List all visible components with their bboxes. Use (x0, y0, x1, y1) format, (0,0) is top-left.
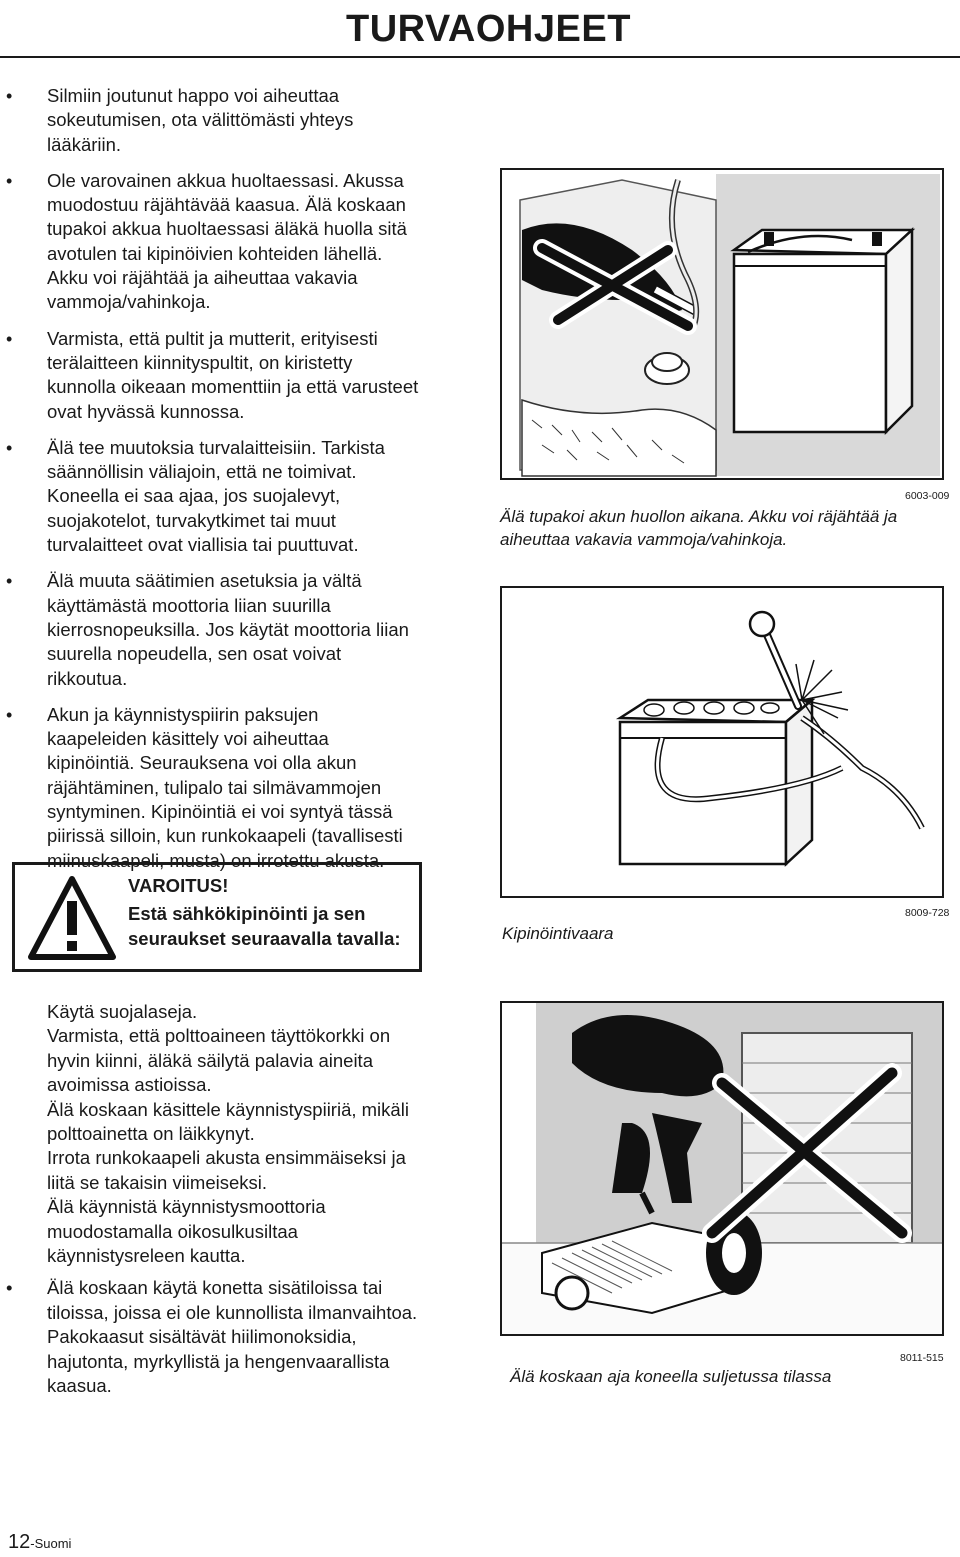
mower-garage-illustration (502, 1003, 942, 1334)
list-item: • Älä tee muutoksia turvalaitteisiin. Tarkista säännöllisin väliajoin, että ne toimivat. Koneella ei saa ajaa, jos suojalevyt, suojakotelot, turvakytkimet tai muut turvalaitteet ovat viallisia tai puuttuvat. (0, 436, 420, 557)
list-item: Käytä suojalaseja. (47, 1001, 198, 1022)
safety-bullet-list (0, 84, 420, 885)
list-item: • Akun ja käynnistyspiirin paksujen kaapeleiden käsittely voi aiheuttaa kipinöintiä. Seurauksena voi olla akun räjähtäminen, tulipalo tai silmävammojen syntyminen. Kipinöintiä ei voi syntyä tässä piirissä silloin, kun runkokaapeli (tavallisesti miinuskaapeli, musta) on irrotettu akusta. (0, 703, 420, 873)
list-item: Irrota runkokaapeli akusta ensimmäiseksi ja liitä se takaisin viimeiseksi. (47, 1147, 406, 1193)
figure-no-smoking-battery (500, 168, 944, 480)
list-item: • Älä koskaan käytä konetta sisätiloissa tai tiloissa, joissa ei ole kunnollista ilmanvaihtoa. Pakokaasut sisältävät hiilimonoksidia, hajutonta, myrkyllistä ja hengenvaarallista kaasua. (0, 1276, 430, 1398)
list-item: • Älä muuta säätimien asetuksia ja vältä käyttämästä moottoria liian suurilla kierrosnopeuksilla. Jos käytät moottoria liian suurella nopeudella, sen osat voivat rikkoutua. (0, 569, 420, 690)
spark-battery-illustration (502, 588, 942, 896)
figure-caption: Älä koskaan aja koneella suljetussa tilassa (510, 1367, 832, 1386)
figure-spark-hazard (500, 586, 944, 898)
list-item: Varmista, että polttoaineen täyttökorkki on hyvin kiinni, äläkä säilytä palavia aineita avoimissa astioissa. (47, 1025, 391, 1096)
figure-code: 8009-728 (905, 907, 950, 919)
page-number: 12 (8, 1531, 31, 1553)
list-item: • Ole varovainen akkua huoltaessasi. Akussa muodostuu räjähtävää kaasua. Älä koskaan tupakoi akkua huoltaessasi äläkä huolla sitä avotulen tai kipinöivien kohteiden lähellä. Akku voi räjähtää ja aiheuttaa vakavia vammoja/vahinkoja. (0, 169, 420, 315)
list-item: Älä koskaan käsittele käynnistyspiiriä, mikäli polttoainetta on läikkynyt. (47, 1098, 409, 1145)
list-item: • Silmiin joutunut happo voi aiheuttaa sokeutumisen, ota välittömästi yhteys lääkäriin. (0, 84, 420, 157)
figure-code: 6003-009 (905, 490, 950, 502)
page-language: -Suomi (30, 1536, 72, 1551)
page-footer (8, 1531, 71, 1554)
warning-text: Estä sähkökipinöinti ja sen seuraukset seuraavalla tavalla: (128, 903, 401, 949)
battery-smoking-illustration (502, 170, 942, 478)
list-item: • Varmista, että pultit ja mutterit, erityisesti terälaitteen kiinnityspultit, on kiristetty kunnolla oikeaan momenttiin ja että varusteet ovat hyvässä kunnossa. (0, 327, 420, 424)
warning-item-list (0, 1000, 430, 1399)
warning-box (12, 862, 422, 972)
list-item: Älä käynnistä käynnistysmoottoria muodostamalla oikosulkusiltaa käynnistysreleen kautta. (47, 1196, 326, 1267)
figure-caption: Kipinöintivaara (502, 924, 614, 943)
warning-title: VAROITUS! (128, 875, 229, 896)
warning-triangle-icon (27, 875, 117, 961)
figure-enclosed-space (500, 1001, 944, 1336)
figure-code: 8011-515 (900, 1352, 944, 1364)
page-title: TURVAOHJEET (346, 8, 631, 50)
title-rule (0, 56, 960, 58)
figure-caption: Älä tupakoi akun huollon aikana. Akku voi räjähtää ja aiheuttaa vakavia vammoja/vahinkoja. (500, 507, 898, 549)
